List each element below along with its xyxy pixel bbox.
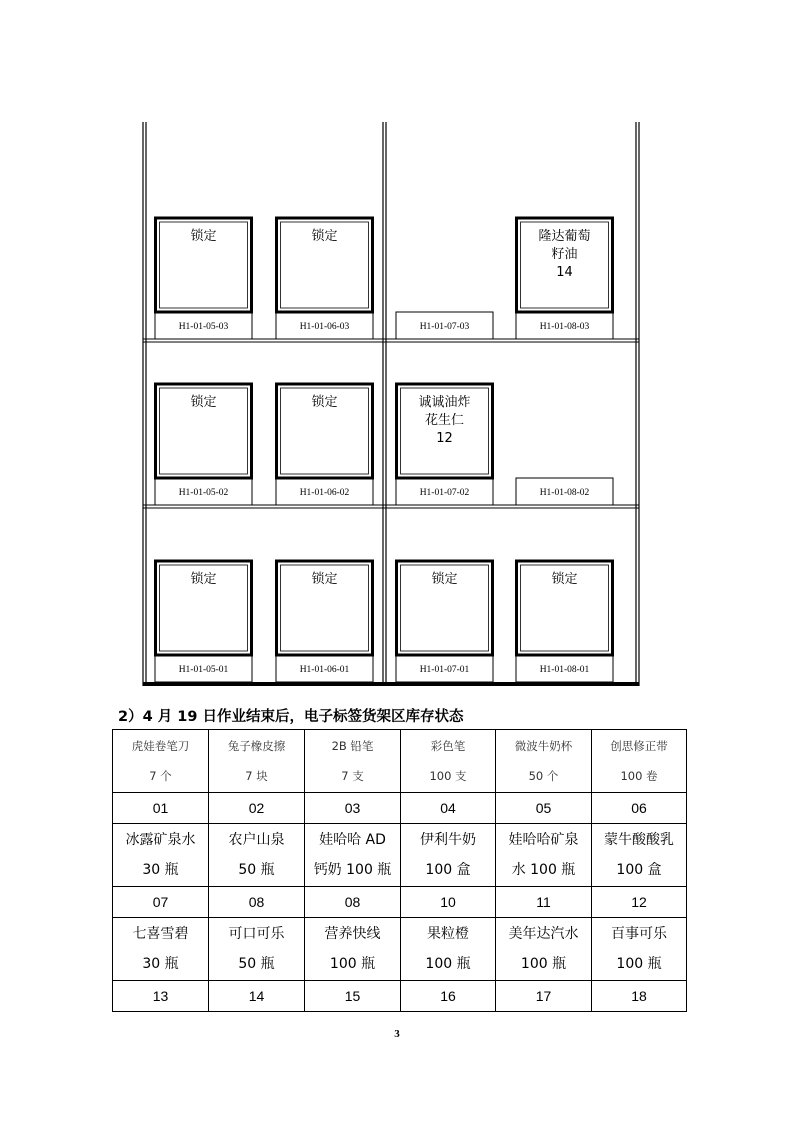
item-qty: 7 块 [245, 769, 268, 783]
table-item-cell [401, 730, 496, 793]
item-name: 兔子橡皮擦 [227, 739, 286, 753]
table-item-cell [592, 918, 687, 981]
item-name: 彩色笔 [430, 739, 466, 753]
slot-product-name: 诚诚油炸 [418, 395, 471, 410]
table-item-cell [305, 918, 401, 981]
item-qty: 100 盒 [616, 862, 662, 878]
item-qty: 7 支 [341, 769, 364, 783]
item-name: 创思修正带 [610, 739, 668, 753]
slot-label: H1-01-08-03 [539, 322, 590, 332]
table-code-cell: 17 [496, 981, 592, 1012]
table-item-row [113, 730, 687, 793]
item-name: 娃哈哈矿泉 [508, 832, 579, 848]
slot-label: H1-01-05-02 [178, 488, 229, 498]
item-qty: 50 个 [528, 769, 559, 783]
item-qty: 100 支 [429, 769, 467, 783]
table-code-cell: 06 [592, 793, 687, 824]
table-item-row [113, 918, 687, 981]
item-qty: 50 瓶 [238, 956, 275, 972]
slot-product-qty: 14 [556, 265, 573, 280]
slot-product-qty: 12 [436, 431, 453, 446]
table-code-cell: 07 [113, 887, 209, 918]
slot-locked-text: 锁定 [431, 572, 458, 587]
table-item-cell [209, 730, 305, 793]
table-code-cell: 14 [209, 981, 305, 1012]
table-code-cell: 10 [401, 887, 496, 918]
item-name: 果粒橙 [427, 926, 469, 942]
slot-label: H1-01-06-01 [299, 665, 350, 675]
table-code-cell: 08 [305, 887, 401, 918]
table-code-cell: 12 [592, 887, 687, 918]
inventory-table [112, 729, 687, 1012]
table-item-cell [592, 730, 687, 793]
item-qty: 50 瓶 [238, 862, 275, 878]
shelf-base [143, 682, 639, 686]
slot-label: H1-01-06-02 [299, 488, 350, 498]
table-item-cell [305, 824, 401, 887]
item-qty: 100 瓶 [616, 956, 662, 972]
table-item-cell [305, 730, 401, 793]
table-item-cell [113, 918, 209, 981]
item-name: 七喜雪碧 [132, 926, 189, 942]
table-code-cell: 05 [496, 793, 592, 824]
item-qty: 100 盒 [425, 862, 471, 878]
item-name: 微波牛奶杯 [514, 739, 573, 753]
slot-label: H1-01-08-01 [539, 665, 590, 675]
slot-locked-text: 锁定 [311, 229, 338, 244]
item-name: 美年达汽水 [508, 926, 579, 942]
item-name: 百事可乐 [611, 926, 667, 942]
table-item-cell [401, 824, 496, 887]
table-code-row [113, 981, 687, 1012]
item-qty: 100 瓶 [520, 956, 567, 972]
slot-locked-text: 锁定 [551, 572, 578, 587]
table-code-cell: 04 [401, 793, 496, 824]
slot-locked-text: 锁定 [190, 572, 217, 587]
item-name: 农户山泉 [228, 832, 285, 848]
slot-locked-text: 锁定 [311, 572, 338, 587]
item-name: 虎娃卷笔刀 [131, 739, 190, 753]
page-number: 3 [394, 1028, 400, 1040]
slot-locked-text: 锁定 [190, 229, 217, 244]
table-item-cell [401, 918, 496, 981]
table-code-cell: 03 [305, 793, 401, 824]
table-item-cell [496, 918, 592, 981]
slot-label: H1-01-07-03 [419, 322, 470, 332]
slot-label: H1-01-05-03 [178, 322, 229, 332]
table-code-cell: 15 [305, 981, 401, 1012]
section-heading: 2）4 月 19 日作业结束后，电子标签货架区库存状态 [118, 709, 464, 725]
slot-label: H1-01-06-03 [299, 322, 350, 332]
table-item-cell [496, 730, 592, 793]
table-code-cell: 08 [209, 887, 305, 918]
item-name: 娃哈哈 AD [319, 832, 386, 848]
item-name: 2B 铅笔 [331, 739, 374, 753]
slot-product-name: 花生仁 [424, 413, 465, 428]
item-qty: 30 瓶 [142, 862, 179, 878]
item-qty: 30 瓶 [142, 956, 179, 972]
table-item-cell [113, 730, 209, 793]
table-item-cell [592, 824, 687, 887]
table-item-row [113, 824, 687, 887]
table-code-row [113, 887, 687, 918]
slot-locked-text: 锁定 [190, 395, 217, 410]
item-qty: 100 瓶 [425, 956, 471, 972]
item-name: 冰露矿泉水 [125, 832, 196, 848]
slot-label: H1-01-07-02 [419, 488, 470, 498]
table-item-cell [209, 918, 305, 981]
table-code-cell: 16 [401, 981, 496, 1012]
slot-label: H1-01-05-01 [178, 665, 229, 675]
item-qty: 100 瓶 [329, 956, 376, 972]
table-item-cell [496, 824, 592, 887]
table-code-cell: 18 [592, 981, 687, 1012]
item-qty: 100 卷 [620, 769, 658, 783]
item-qty: 钙奶 100 瓶 [313, 862, 392, 878]
item-qty: 7 个 [149, 769, 172, 783]
table-code-row [113, 793, 687, 824]
slot-label: H1-01-08-02 [539, 488, 590, 498]
item-name: 营养快线 [324, 926, 381, 942]
item-name: 蒙牛酸酸乳 [604, 832, 674, 848]
table-code-cell: 11 [496, 887, 592, 918]
table-code-cell: 01 [113, 793, 209, 824]
slot-label: H1-01-07-01 [419, 665, 470, 675]
table-item-cell [209, 824, 305, 887]
table-item-cell [113, 824, 209, 887]
table-code-cell: 02 [209, 793, 305, 824]
slot-locked-text: 锁定 [311, 395, 338, 410]
item-name: 可口可乐 [228, 926, 285, 942]
slot-product-name: 籽油 [551, 247, 578, 262]
slot-product-name: 隆达葡萄 [538, 229, 591, 244]
table-code-cell: 13 [113, 981, 209, 1012]
item-qty: 水 100 瓶 [511, 862, 576, 878]
item-name: 伊利牛奶 [420, 832, 476, 848]
